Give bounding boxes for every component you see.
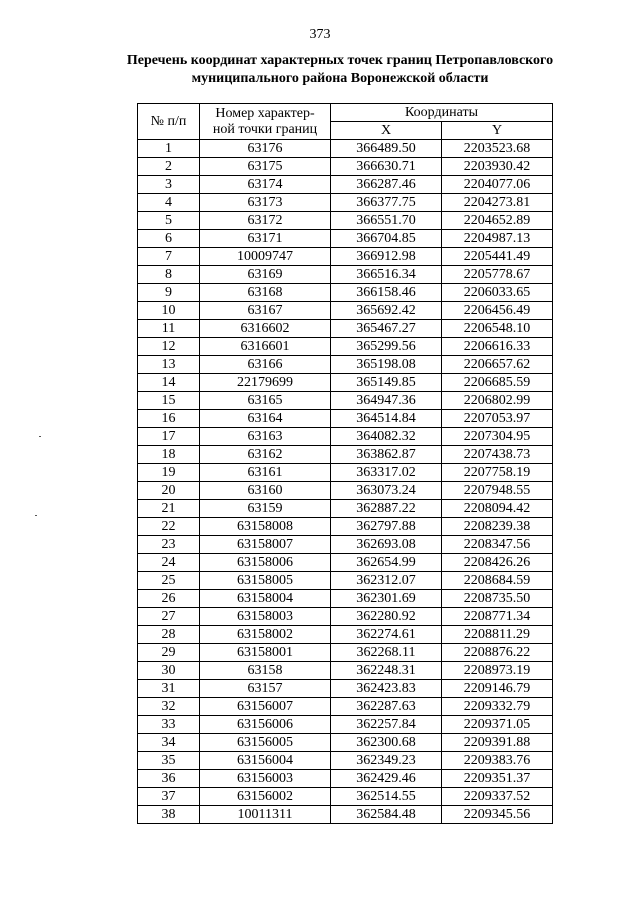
cell-y: 2206548.10 bbox=[442, 320, 553, 338]
cell-x: 362268.11 bbox=[331, 644, 442, 662]
cell-row-number: 14 bbox=[138, 374, 200, 392]
cell-row-number: 2 bbox=[138, 158, 200, 176]
table-row bbox=[138, 338, 553, 356]
cell-x: 366551.70 bbox=[331, 212, 442, 230]
cell-point-number: 63164 bbox=[200, 410, 331, 428]
header-y: Y bbox=[442, 122, 553, 140]
table-row bbox=[138, 788, 553, 806]
cell-x: 362274.61 bbox=[331, 626, 442, 644]
coordinates-table bbox=[137, 103, 553, 824]
cell-point-number: 63159 bbox=[200, 500, 331, 518]
cell-row-number: 13 bbox=[138, 356, 200, 374]
cell-point-number: 63165 bbox=[200, 392, 331, 410]
cell-x: 366912.98 bbox=[331, 248, 442, 266]
cell-row-number: 27 bbox=[138, 608, 200, 626]
table-row bbox=[138, 680, 553, 698]
table-row bbox=[138, 464, 553, 482]
table-row bbox=[138, 734, 553, 752]
cell-row-number: 5 bbox=[138, 212, 200, 230]
cell-point-number: 63172 bbox=[200, 212, 331, 230]
cell-x: 362287.63 bbox=[331, 698, 442, 716]
cell-row-number: 21 bbox=[138, 500, 200, 518]
cell-row-number: 29 bbox=[138, 644, 200, 662]
cell-y: 2207948.55 bbox=[442, 482, 553, 500]
cell-x: 362349.23 bbox=[331, 752, 442, 770]
cell-x: 362312.07 bbox=[331, 572, 442, 590]
table-row bbox=[138, 482, 553, 500]
cell-row-number: 33 bbox=[138, 716, 200, 734]
cell-y: 2208239.38 bbox=[442, 518, 553, 536]
table-row bbox=[138, 662, 553, 680]
header-x: X bbox=[331, 122, 442, 140]
cell-x: 363073.24 bbox=[331, 482, 442, 500]
cell-point-number: 63156005 bbox=[200, 734, 331, 752]
cell-point-number: 63168 bbox=[200, 284, 331, 302]
cell-x: 362300.68 bbox=[331, 734, 442, 752]
cell-point-number: 63156003 bbox=[200, 770, 331, 788]
cell-y: 2205441.49 bbox=[442, 248, 553, 266]
cell-x: 362514.55 bbox=[331, 788, 442, 806]
cell-x: 363862.87 bbox=[331, 446, 442, 464]
cell-row-number: 24 bbox=[138, 554, 200, 572]
cell-y: 2208876.22 bbox=[442, 644, 553, 662]
table-row bbox=[138, 770, 553, 788]
cell-x: 362301.69 bbox=[331, 590, 442, 608]
cell-row-number: 20 bbox=[138, 482, 200, 500]
table-row bbox=[138, 644, 553, 662]
cell-y: 2209146.79 bbox=[442, 680, 553, 698]
cell-x: 362423.83 bbox=[331, 680, 442, 698]
cell-row-number: 37 bbox=[138, 788, 200, 806]
cell-row-number: 1 bbox=[138, 140, 200, 158]
cell-row-number: 15 bbox=[138, 392, 200, 410]
table-row bbox=[138, 140, 553, 158]
cell-x: 362429.46 bbox=[331, 770, 442, 788]
cell-x: 366630.71 bbox=[331, 158, 442, 176]
cell-row-number: 17 bbox=[138, 428, 200, 446]
table-row bbox=[138, 590, 553, 608]
cell-y: 2204077.06 bbox=[442, 176, 553, 194]
cell-row-number: 28 bbox=[138, 626, 200, 644]
cell-point-number: 63162 bbox=[200, 446, 331, 464]
cell-y: 2206456.49 bbox=[442, 302, 553, 320]
scan-speck bbox=[35, 515, 37, 516]
cell-x: 364514.84 bbox=[331, 410, 442, 428]
table-row bbox=[138, 158, 553, 176]
header-point-number bbox=[200, 104, 331, 140]
table-body bbox=[138, 140, 553, 824]
cell-x: 365149.85 bbox=[331, 374, 442, 392]
cell-point-number: 63158005 bbox=[200, 572, 331, 590]
table-row bbox=[138, 320, 553, 338]
cell-point-number: 63158002 bbox=[200, 626, 331, 644]
cell-y: 2209371.05 bbox=[442, 716, 553, 734]
cell-point-number: 63160 bbox=[200, 482, 331, 500]
cell-row-number: 32 bbox=[138, 698, 200, 716]
table-header bbox=[138, 104, 553, 140]
cell-point-number: 63157 bbox=[200, 680, 331, 698]
cell-y: 2207438.73 bbox=[442, 446, 553, 464]
header-coordinates: Координаты bbox=[331, 104, 553, 122]
cell-row-number: 25 bbox=[138, 572, 200, 590]
cell-y: 2209383.76 bbox=[442, 752, 553, 770]
cell-x: 366516.34 bbox=[331, 266, 442, 284]
cell-y: 2204987.13 bbox=[442, 230, 553, 248]
cell-point-number: 63173 bbox=[200, 194, 331, 212]
cell-x: 363317.02 bbox=[331, 464, 442, 482]
cell-y: 2207053.97 bbox=[442, 410, 553, 428]
cell-x: 365198.08 bbox=[331, 356, 442, 374]
cell-point-number: 63158004 bbox=[200, 590, 331, 608]
cell-y: 2206802.99 bbox=[442, 392, 553, 410]
cell-point-number: 63163 bbox=[200, 428, 331, 446]
cell-row-number: 9 bbox=[138, 284, 200, 302]
cell-point-number: 63156006 bbox=[200, 716, 331, 734]
header-point-line-2: ной точки границ bbox=[212, 121, 318, 137]
cell-row-number: 16 bbox=[138, 410, 200, 428]
table-row bbox=[138, 302, 553, 320]
cell-y: 2209345.56 bbox=[442, 806, 553, 824]
cell-point-number: 10009747 bbox=[200, 248, 331, 266]
table-row bbox=[138, 698, 553, 716]
cell-row-number: 6 bbox=[138, 230, 200, 248]
cell-point-number: 63158001 bbox=[200, 644, 331, 662]
cell-x: 362693.08 bbox=[331, 536, 442, 554]
cell-y: 2208684.59 bbox=[442, 572, 553, 590]
cell-y: 2208347.56 bbox=[442, 536, 553, 554]
table-row bbox=[138, 356, 553, 374]
cell-point-number: 63156002 bbox=[200, 788, 331, 806]
cell-x: 362248.31 bbox=[331, 662, 442, 680]
cell-row-number: 30 bbox=[138, 662, 200, 680]
cell-x: 366704.85 bbox=[331, 230, 442, 248]
cell-y: 2206616.33 bbox=[442, 338, 553, 356]
cell-y: 2209351.37 bbox=[442, 770, 553, 788]
cell-point-number: 63161 bbox=[200, 464, 331, 482]
cell-y: 2205778.67 bbox=[442, 266, 553, 284]
cell-row-number: 12 bbox=[138, 338, 200, 356]
table-row bbox=[138, 284, 553, 302]
cell-point-number: 63171 bbox=[200, 230, 331, 248]
cell-y: 2209332.79 bbox=[442, 698, 553, 716]
cell-x: 364082.32 bbox=[331, 428, 442, 446]
cell-x: 366287.46 bbox=[331, 176, 442, 194]
cell-x: 365299.56 bbox=[331, 338, 442, 356]
cell-point-number: 63158006 bbox=[200, 554, 331, 572]
cell-point-number: 63176 bbox=[200, 140, 331, 158]
cell-x: 362280.92 bbox=[331, 608, 442, 626]
cell-y: 2203930.42 bbox=[442, 158, 553, 176]
document-title bbox=[80, 52, 600, 88]
cell-row-number: 22 bbox=[138, 518, 200, 536]
cell-row-number: 18 bbox=[138, 446, 200, 464]
title-line-1: Перечень координат характерных точек границ Петропавловского bbox=[126, 53, 554, 68]
cell-y: 2207758.19 bbox=[442, 464, 553, 482]
cell-y: 2208973.19 bbox=[442, 662, 553, 680]
cell-point-number: 63166 bbox=[200, 356, 331, 374]
cell-x: 364947.36 bbox=[331, 392, 442, 410]
cell-row-number: 11 bbox=[138, 320, 200, 338]
cell-point-number: 63174 bbox=[200, 176, 331, 194]
title-line-2: муниципального района Воронежской области bbox=[191, 71, 489, 86]
cell-row-number: 7 bbox=[138, 248, 200, 266]
cell-y: 2206685.59 bbox=[442, 374, 553, 392]
cell-y: 2203523.68 bbox=[442, 140, 553, 158]
table-row bbox=[138, 608, 553, 626]
header-row-number: № п/п bbox=[138, 104, 200, 140]
cell-point-number: 63158 bbox=[200, 662, 331, 680]
table-row bbox=[138, 428, 553, 446]
cell-x: 365692.42 bbox=[331, 302, 442, 320]
cell-x: 362654.99 bbox=[331, 554, 442, 572]
table-row bbox=[138, 266, 553, 284]
cell-row-number: 4 bbox=[138, 194, 200, 212]
table-row bbox=[138, 410, 553, 428]
scan-speck bbox=[39, 436, 41, 437]
cell-row-number: 8 bbox=[138, 266, 200, 284]
table-row bbox=[138, 248, 553, 266]
cell-row-number: 23 bbox=[138, 536, 200, 554]
table-row bbox=[138, 626, 553, 644]
cell-y: 2209337.52 bbox=[442, 788, 553, 806]
cell-point-number: 63169 bbox=[200, 266, 331, 284]
cell-row-number: 34 bbox=[138, 734, 200, 752]
cell-y: 2207304.95 bbox=[442, 428, 553, 446]
cell-row-number: 3 bbox=[138, 176, 200, 194]
cell-point-number: 6316602 bbox=[200, 320, 331, 338]
cell-y: 2206033.65 bbox=[442, 284, 553, 302]
cell-x: 362584.48 bbox=[331, 806, 442, 824]
table-row bbox=[138, 212, 553, 230]
cell-x: 366489.50 bbox=[331, 140, 442, 158]
table-row bbox=[138, 716, 553, 734]
cell-x: 366158.46 bbox=[331, 284, 442, 302]
cell-point-number: 63156004 bbox=[200, 752, 331, 770]
table-row bbox=[138, 374, 553, 392]
cell-y: 2204652.89 bbox=[442, 212, 553, 230]
cell-y: 2206657.62 bbox=[442, 356, 553, 374]
cell-x: 362797.88 bbox=[331, 518, 442, 536]
cell-y: 2204273.81 bbox=[442, 194, 553, 212]
cell-y: 2208735.50 bbox=[442, 590, 553, 608]
cell-point-number: 63167 bbox=[200, 302, 331, 320]
table-row bbox=[138, 518, 553, 536]
cell-point-number: 6316601 bbox=[200, 338, 331, 356]
cell-row-number: 26 bbox=[138, 590, 200, 608]
cell-point-number: 63158003 bbox=[200, 608, 331, 626]
table-row bbox=[138, 806, 553, 824]
cell-y: 2208771.34 bbox=[442, 608, 553, 626]
table-row bbox=[138, 392, 553, 410]
cell-x: 362257.84 bbox=[331, 716, 442, 734]
cell-row-number: 31 bbox=[138, 680, 200, 698]
header-point-line-1: Номер характер- bbox=[215, 105, 315, 121]
cell-point-number: 22179699 bbox=[200, 374, 331, 392]
cell-x: 365467.27 bbox=[331, 320, 442, 338]
cell-y: 2208426.26 bbox=[442, 554, 553, 572]
cell-point-number: 63156007 bbox=[200, 698, 331, 716]
cell-y: 2208094.42 bbox=[442, 500, 553, 518]
cell-row-number: 35 bbox=[138, 752, 200, 770]
cell-point-number: 63158007 bbox=[200, 536, 331, 554]
cell-y: 2208811.29 bbox=[442, 626, 553, 644]
cell-row-number: 38 bbox=[138, 806, 200, 824]
table-row bbox=[138, 572, 553, 590]
table-row bbox=[138, 554, 553, 572]
table-row bbox=[138, 446, 553, 464]
cell-point-number: 63175 bbox=[200, 158, 331, 176]
cell-x: 362887.22 bbox=[331, 500, 442, 518]
table-row bbox=[138, 230, 553, 248]
cell-row-number: 19 bbox=[138, 464, 200, 482]
table-row bbox=[138, 752, 553, 770]
table-row bbox=[138, 536, 553, 554]
cell-row-number: 36 bbox=[138, 770, 200, 788]
table-row bbox=[138, 176, 553, 194]
cell-x: 366377.75 bbox=[331, 194, 442, 212]
cell-y: 2209391.88 bbox=[442, 734, 553, 752]
cell-point-number: 63158008 bbox=[200, 518, 331, 536]
table-row bbox=[138, 194, 553, 212]
cell-point-number: 10011311 bbox=[200, 806, 331, 824]
page-number: 373 bbox=[309, 27, 331, 42]
cell-row-number: 10 bbox=[138, 302, 200, 320]
table-row bbox=[138, 500, 553, 518]
